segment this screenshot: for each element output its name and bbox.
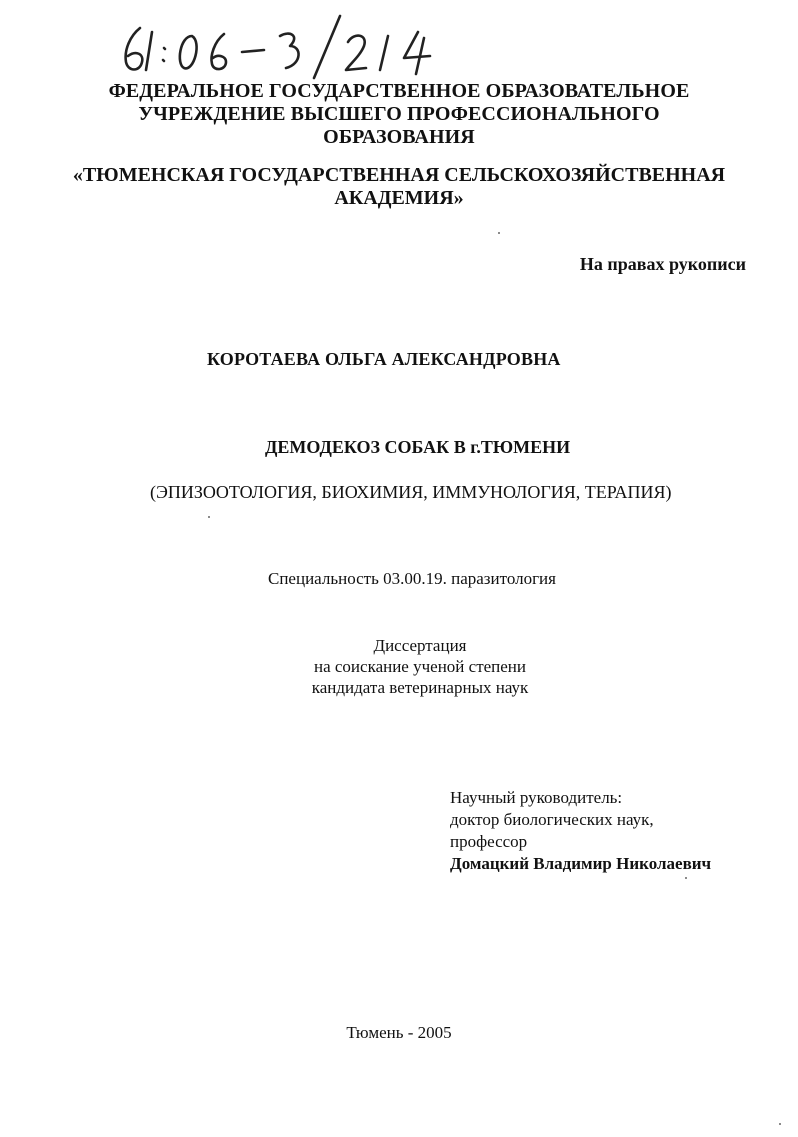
- city-year: Тюмень - 2005: [346, 1023, 452, 1042]
- supervisor-name: Домацкий Владимир Николаевич: [450, 854, 712, 873]
- institution-name-line-1: «ТЮМЕНСКАЯ ГОСУДАРСТВЕННАЯ СЕЛЬСКОХОЗЯЙСТВЕННАЯ: [72, 164, 726, 186]
- dissertation-title: ДЕМОДЕКОЗ СОБАК В г.ТЮМЕНИ: [265, 437, 571, 457]
- institution-header: [0, 80, 798, 149]
- dissertation-subtitle: (ЭПИЗООТОЛОГИЯ, БИОХИМИЯ, ИММУНОЛОГИЯ, ТЕРАПИЯ): [150, 482, 672, 502]
- degree-line-2: на соискание ученой степени: [313, 657, 527, 676]
- supervisor-rank: профессор: [450, 832, 528, 851]
- rights-note: На правах рукописи: [579, 254, 746, 274]
- handwritten-archive-code: [118, 14, 448, 80]
- scan-speck: [685, 877, 687, 879]
- degree-line-3: кандидата ветеринарных наук: [311, 678, 529, 697]
- institution-line-3: ОБРАЗОВАНИЯ: [323, 126, 475, 148]
- institution-line-2: УЧРЕЖДЕНИЕ ВЫСШЕГО ПРОФЕССИОНАЛЬНОГО: [138, 103, 660, 125]
- degree-statement: [300, 635, 540, 698]
- institution-name-line-2: АКАДЕМИЯ»: [334, 187, 464, 209]
- specialty: Специальность 03.00.19. паразитология: [268, 569, 556, 588]
- author-name: КОРОТАЕВА ОЛЬГА АЛЕКСАНДРОВНА: [207, 349, 561, 369]
- scan-speck: [498, 232, 500, 234]
- supervisor-label: Научный руководитель:: [450, 788, 623, 807]
- supervisor-degree: доктор биологических наук,: [450, 810, 654, 829]
- scan-speck: [208, 516, 210, 518]
- degree-line-1: Диссертация: [373, 636, 467, 655]
- scan-speck: [779, 1123, 781, 1125]
- institution-name: [0, 164, 798, 210]
- institution-line-1: ФЕДЕРАЛЬНОЕ ГОСУДАРСТВЕННОЕ ОБРАЗОВАТЕЛЬНОЕ: [108, 80, 690, 102]
- supervisor-block: [450, 787, 711, 875]
